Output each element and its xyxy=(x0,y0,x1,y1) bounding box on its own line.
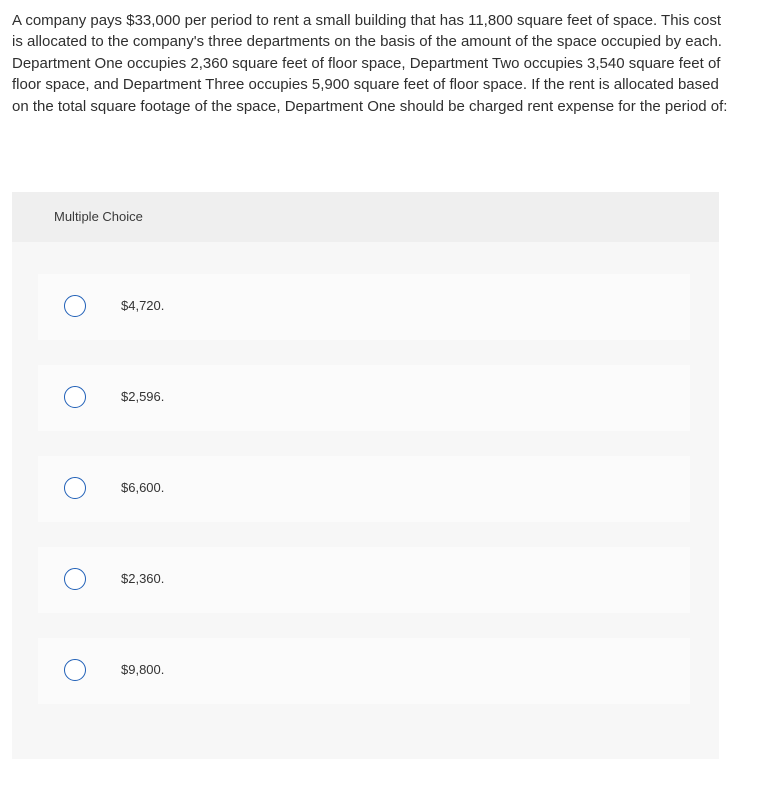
answer-option-label: $9,800. xyxy=(121,662,165,677)
radio-button-icon[interactable] xyxy=(64,659,86,681)
radio-button-icon[interactable] xyxy=(64,295,86,317)
radio-button-icon[interactable] xyxy=(64,477,86,499)
answer-option-label: $4,720. xyxy=(121,298,165,313)
answer-option-2[interactable] xyxy=(38,365,690,431)
answer-option-3[interactable] xyxy=(38,456,690,522)
radio-button-icon[interactable] xyxy=(64,386,86,408)
multiple-choice-header xyxy=(12,192,719,242)
answer-option-4[interactable] xyxy=(38,547,690,613)
answer-option-label: $2,360. xyxy=(121,571,165,586)
question-text: A company pays $33,000 per period to rent a small building that has 11,800 square feet of space. This cost is allocated to the company's three departments on the basis of the amount of the space occupied by each. Department One occupies 2,360 square feet of floor space, Department Two occupies 3,540 square feet of floor space, and Department Three occupies 5,900 square feet of floor space. If the rent is allocated based on the total square footage of the space, Department One should be charged rent expense for the period of: xyxy=(12,12,728,115)
multiple-choice-label: Multiple Choice xyxy=(54,209,143,224)
answer-option-label: $6,600. xyxy=(121,480,165,495)
radio-button-icon[interactable] xyxy=(64,568,86,590)
multiple-choice-panel xyxy=(12,192,719,759)
answer-option-5[interactable] xyxy=(38,638,690,704)
answer-option-1[interactable] xyxy=(38,274,690,340)
answer-option-label: $2,596. xyxy=(121,389,165,404)
